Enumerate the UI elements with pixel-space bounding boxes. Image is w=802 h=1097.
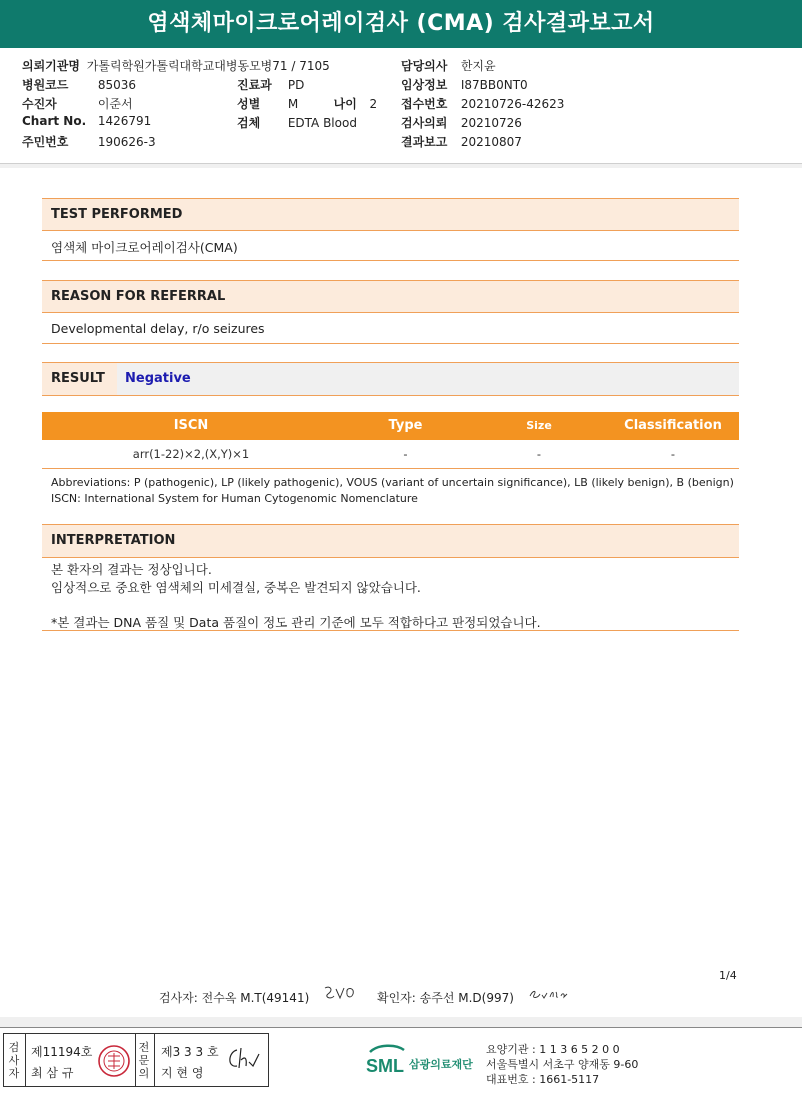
test-performed-text: 염색체 마이크로어레이검사(CMA) — [51, 240, 238, 255]
cell-classification: - — [670, 447, 676, 461]
patient-row — [22, 95, 133, 112]
hospital-code-label: 병원코드 — [22, 78, 69, 92]
iscn-definition-line: ISCN: International System for Human Cytogenomic Nomenclature — [51, 492, 418, 505]
patient-label: 수진자 — [22, 97, 57, 111]
institution-row — [22, 57, 330, 74]
examiner-text: 검사자: 전수옥 M.T(49141) — [159, 991, 310, 1005]
chart-value: 1426791 — [97, 114, 152, 128]
organization-name: 삼광의료재단 — [409, 1058, 473, 1071]
examiner-license-no: 제11194호 — [31, 1045, 93, 1059]
institution-label: 의뢰기관명 — [22, 59, 80, 73]
examiner-name: 최 삼 규 — [31, 1066, 74, 1080]
table-rule — [42, 468, 739, 469]
specialist-license-no: 제3 3 3 호 — [161, 1045, 219, 1059]
request-label: 검사의뢰 — [401, 116, 448, 130]
hospital-code-value: 85036 — [97, 78, 137, 92]
cell-size: - — [536, 447, 542, 461]
dept-row — [237, 76, 304, 93]
header-shadow — [0, 164, 802, 168]
examiner-vertical-label: 검 사 자 — [8, 1041, 20, 1080]
specialist-vertical-label: 전 문 의 — [138, 1041, 150, 1080]
footer-divider — [0, 1027, 802, 1028]
seal-stamp-icon — [97, 1044, 131, 1078]
sex-label: 성별 — [237, 97, 261, 111]
interpretation-line: 임상적으로 중요한 염색체의 미세결실, 중복은 발견되지 않았습니다. — [51, 580, 421, 595]
age-label: 나이 — [333, 97, 357, 111]
receipt-label: 접수번호 — [401, 97, 448, 111]
certification-box — [3, 1033, 269, 1087]
receipt-value: 20210726-42623 — [460, 97, 565, 111]
box-divider — [135, 1034, 136, 1086]
result-value: Negative — [125, 371, 191, 386]
abbreviations-line: Abbreviations: P (pathogenic), LP (likely pathogenic), VOUS (variant of uncertain significance), LB (likely benign), B (benign) — [51, 476, 734, 489]
patient-value: 이준서 — [97, 97, 133, 111]
dept-label: 진료과 — [237, 78, 272, 92]
test-performed-rule — [42, 260, 739, 261]
specialist-signature — [225, 1044, 261, 1076]
test-performed-heading: TEST PERFORMED — [42, 198, 739, 231]
referral-rule — [42, 343, 739, 344]
interpretation-heading: INTERPRETATION — [42, 524, 739, 558]
organization-code: 요양기관 : 1 1 3 6 5 2 0 0 — [486, 1043, 620, 1056]
doctor-value: 한지윤 — [460, 59, 496, 73]
col-iscn: ISCN — [173, 418, 209, 433]
footer-band — [0, 1017, 802, 1027]
clinical-label: 임상정보 — [401, 78, 448, 92]
box-divider — [154, 1034, 155, 1086]
col-classification: Classification — [624, 418, 722, 433]
specimen-row — [237, 114, 357, 131]
institution-value: 가톨릭학원가톨릭대학교대병동모병71 / 7105 — [86, 59, 330, 73]
report-date-value: 20210807 — [460, 135, 522, 149]
hospital-code-row — [22, 76, 136, 93]
col-size: Size — [526, 419, 552, 432]
id-value: 190626-3 — [97, 135, 156, 149]
request-row — [401, 114, 522, 131]
interpretation-line: 본 환자의 결과는 정상입니다. — [51, 562, 212, 577]
organization-phone: 대표번호 : 1661-5117 — [486, 1073, 600, 1086]
doctor-label: 담당의사 — [401, 59, 448, 73]
referral-heading: REASON FOR REFERRAL — [42, 280, 739, 313]
organization-address: 서울특별시 서초구 양재동 9-60 — [486, 1058, 639, 1071]
box-divider — [25, 1034, 26, 1086]
result-table-header — [42, 412, 739, 440]
confirmer-text: 확인자: 송주선 M.D(997) — [377, 991, 514, 1005]
report-title: 염색체마이크로어레이검사 (CMA) 검사결과보고서 — [0, 0, 802, 48]
interpretation-note: *본 결과는 DNA 품질 및 Data 품질이 정도 관리 기준에 모두 적합하다고 판정되었습니다. — [51, 615, 541, 630]
result-label: RESULT — [42, 363, 117, 395]
sml-logo-icon — [366, 1042, 406, 1078]
clinical-row — [401, 76, 528, 93]
clinical-value: I87BB0NT0 — [460, 78, 528, 92]
report-date-row — [401, 133, 522, 150]
receipt-row — [401, 95, 564, 112]
interpretation-rule — [42, 630, 739, 631]
dept-value: PD — [287, 78, 305, 92]
confirmer-signature — [528, 986, 570, 1002]
id-label: 주민번호 — [22, 135, 69, 149]
report-date-label: 결과보고 — [401, 135, 448, 149]
result-row — [42, 362, 739, 396]
col-type: Type — [388, 418, 423, 433]
table-row — [42, 440, 739, 468]
age-value: 2 — [369, 97, 378, 111]
doctor-row — [401, 57, 496, 74]
sex-row — [237, 95, 377, 112]
cell-iscn: arr(1-22)×2,(X,Y)×1 — [132, 447, 250, 461]
chart-row — [22, 114, 151, 128]
sex-value: M — [287, 97, 299, 111]
specimen-label: 검체 — [237, 116, 261, 130]
request-value: 20210726 — [460, 116, 522, 130]
specimen-value: EDTA Blood — [287, 116, 357, 130]
sml-logo-text: SML — [366, 1056, 404, 1076]
id-row — [22, 133, 156, 150]
cell-type: - — [403, 447, 408, 461]
referral-text: Developmental delay, r/o seizures — [51, 321, 265, 336]
specialist-name: 지 현 영 — [161, 1066, 204, 1080]
examiner-signature — [322, 984, 356, 1002]
page-number: 1/4 — [719, 969, 737, 982]
chart-label: Chart No. — [22, 114, 87, 128]
